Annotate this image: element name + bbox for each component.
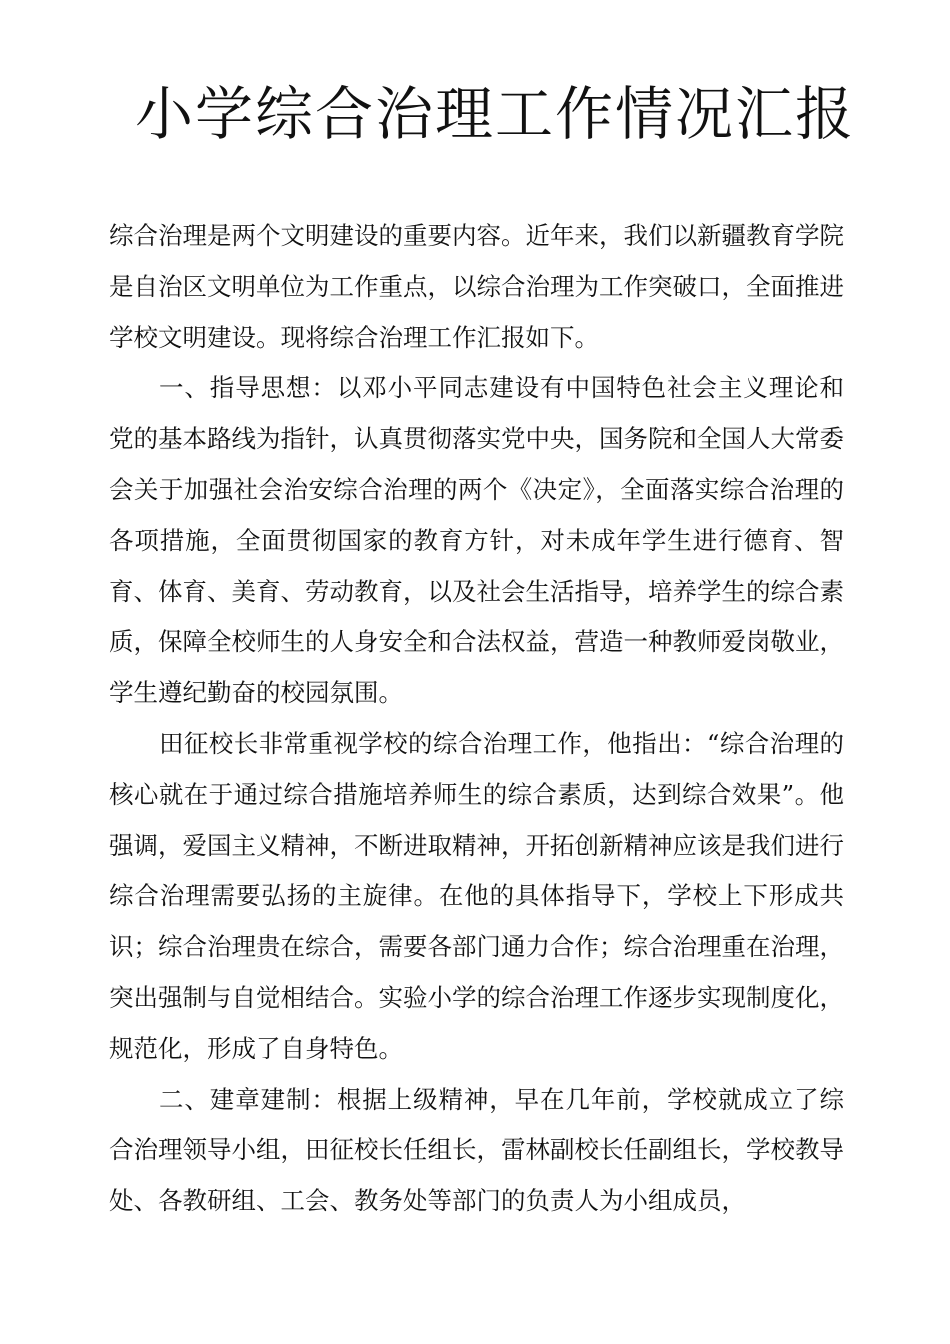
paragraph-intro: 综合治理是两个文明建设的重要内容。近年来，我们以新疆教育学院是自治区文明单位为工作重点，以综合治理为工作突破口，全面推进学校文明建设。现将综合治理工作汇报如下。: [109, 221, 844, 352]
paragraph-guiding-thought: 一、指导思想：以邓小平同志建设有中国特色社会主义理论和党的基本路线为指针，认真贯彻落实党中央，国务院和全国人大常委会关于加强社会治安综合治理的两个《决定》，全面落实综合治理的各项措施，全面贯彻国家的教育方针，对未成年学生进行德育、智育、体育、美育、劳动教育，以及社会生活指导，培养学生的综合素质，保障全校师生的人身安全和合法权益，营造一种教师爱岗敬业，学生遵纪勤奋的校园氛围。: [109, 373, 844, 708]
paragraph-principal-remarks: 田征校长非常重视学校的综合治理工作，他指出：“综合治理的核心就在于通过综合措施培养师生的综合素质，达到综合效果”。他强调，爱国主义精神，不断进取精神，开拓创新精神应该是我们进行综合治理需要弘扬的主旋律。在他的具体指导下，学校上下形成共识；综合治理贵在综合，需要各部门通力合作；综合治理重在治理，突出强制与自觉相结合。实验小学的综合治理工作逐步实现制度化，规范化，形成了自身特色。: [109, 728, 844, 1063]
document-title: 小学综合治理工作情况汇报: [134, 80, 855, 148]
document-body: [109, 211, 844, 1227]
paragraph-regulations: 二、建章建制：根据上级精神，早在几年前，学校就成立了综合治理领导小组，田征校长任组长，雷林副校长任副组长，学校教导处、各教研组、工会、教务处等部门的负责人为小组成员，: [109, 1084, 844, 1216]
